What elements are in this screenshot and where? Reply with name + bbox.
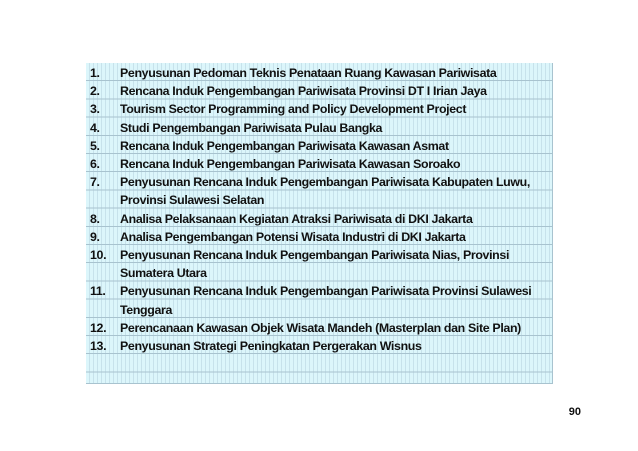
list-item: [90, 319, 550, 337]
item-text: Analisa Pengembangan Potensi Wisata Industri di DKI Jakarta: [120, 229, 466, 244]
list-item: [90, 246, 550, 282]
item-text: Penyusunan Strategi Peningkatan Pergerakan Wisnus: [120, 339, 422, 354]
list-item: [90, 155, 550, 173]
list-item: [90, 228, 550, 246]
item-text: Rencana Induk Pengembangan Pariwisata Kawasan Soroako: [120, 157, 461, 172]
list-item: [90, 82, 550, 100]
list-item: [90, 64, 550, 82]
item-number: 2.: [90, 84, 100, 99]
item-number: 1.: [90, 66, 100, 80]
list-item: [90, 210, 550, 228]
page-number: 90: [568, 406, 581, 418]
item-text: Penyusunan Rencana Induk Pengembangan Pariwisata Kabupaten Luwu, Provinsi Sulawesi Selatan: [120, 175, 530, 208]
item-number: 7.: [90, 175, 100, 190]
item-text: Penyusunan Rencana Induk Pengembangan Pariwisata Provinsi Sulawesi Tenggara: [120, 284, 532, 317]
item-number: 3.: [90, 102, 100, 117]
item-text: Rencana Induk Pengembangan Pariwisata Provinsi DT I Irian Jaya: [120, 84, 487, 99]
item-text: Tourism Sector Programming and Policy Development Project: [120, 102, 467, 117]
item-text: Analisa Pelaksanaan Kegiatan Atraksi Pariwisata di DKI Jakarta: [120, 211, 473, 226]
item-number: 11.: [90, 284, 106, 299]
item-text: Penyusunan Pedoman Teknis Penataan Ruang Kawasan Pariwisata: [120, 66, 497, 80]
item-text: Studi Pengembangan Pariwisata Pulau Bangka: [120, 120, 383, 135]
list-item: [90, 119, 550, 137]
item-text: Penyusunan Rencana Induk Pengembangan Pariwisata Nias, Provinsi Sumatera Utara: [120, 248, 510, 281]
list-item: [90, 137, 550, 155]
item-number: 4.: [90, 120, 100, 135]
item-number: 9.: [90, 229, 100, 244]
item-number: 6.: [90, 157, 100, 172]
list-item: [90, 173, 550, 209]
item-number: 10.: [90, 248, 107, 263]
list-item: [90, 282, 550, 318]
list-item: [90, 100, 550, 118]
item-text: Rencana Induk Pengembangan Pariwisata Kawasan Asmat: [120, 138, 449, 153]
item-number: 8.: [90, 211, 100, 226]
project-list: [90, 64, 550, 355]
item-number: 13.: [90, 339, 107, 354]
list-item: [90, 337, 550, 355]
item-number: 12.: [90, 320, 107, 335]
item-number: 5.: [90, 138, 100, 153]
item-text: Perencanaan Kawasan Objek Wisata Mandeh (Masterplan dan Site Plan): [120, 320, 521, 335]
